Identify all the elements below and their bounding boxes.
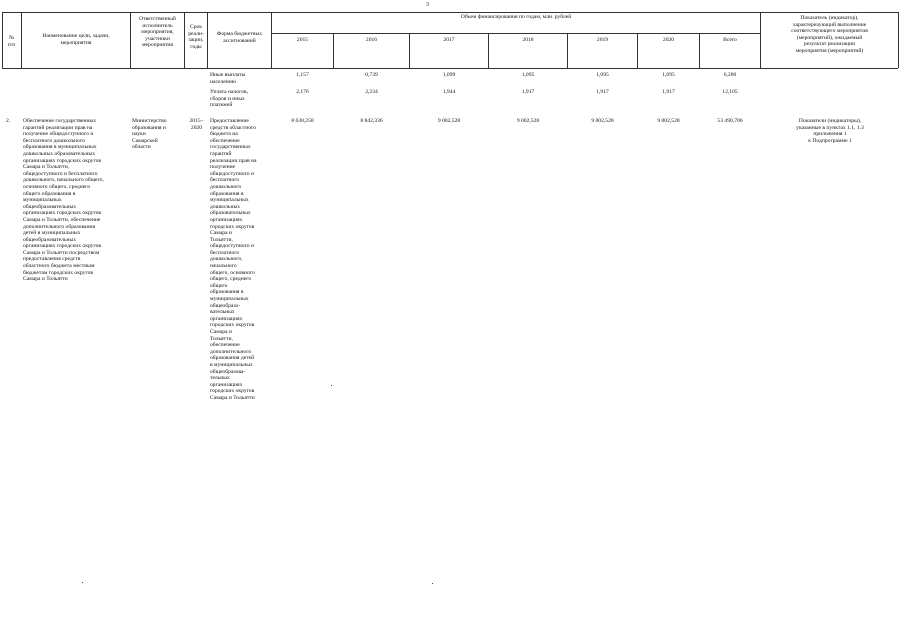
row2-num: 2.	[6, 118, 11, 124]
header-term: Срок реали- зации, годы	[188, 24, 204, 50]
row-prev-1-form: Иные выплаты населению	[210, 72, 246, 85]
row2-responsible: Министерство образования и науки Самарской области	[132, 118, 167, 151]
row-prev-1-2015: 1,157	[296, 72, 309, 78]
row-prev-2-2020: 1,917	[662, 89, 675, 95]
row-prev-2-2019: 1,917	[596, 89, 609, 95]
row2-name: Обеспечение государственных гарантий реализации прав на получение общедоступного и бесплатного дошкольного образования в муниципальных дошкольных образовательных организациях городских округов Самара и Тольятти, общедоступного и бесплатного дошкольного, начального общего, основного общего, среднего общего образования в муниципальных общеобразовательных организациях городских округов Самара и Тольятти, обеспечение дополнительного образования детей в муниципальных общеобразовательных организациях городских округов Самара и Тольятти посредством предоставления средств областного бюджета местным бюджетам городских округов Самара и Тольятти	[23, 118, 104, 283]
header-bottom-line	[2, 68, 898, 69]
row2-term: 2015– 2020	[189, 118, 204, 131]
row-prev-1-2016: 0,739	[365, 72, 378, 78]
row-prev-1-2020: 1,095	[662, 72, 675, 78]
row2-2020: 9 002,528	[657, 118, 680, 124]
header-year-2020: 2020	[662, 37, 675, 43]
header-year-2017: 2017	[443, 37, 455, 43]
header-name: Наименование цели, задачи, мероприятия	[42, 33, 110, 46]
row-prev-2-2015: 2,176	[296, 89, 309, 95]
header-num: № п/п	[7, 35, 16, 48]
scan-speck	[432, 583, 433, 584]
row-prev-2-2018: 1,917	[521, 89, 535, 95]
row-prev-2-form: Уплата налогов, сборов и иных платежей	[210, 89, 249, 109]
row2-2016: 8 842,336	[360, 118, 383, 124]
header-years-line	[271, 33, 760, 34]
header-responsible: Ответственный исполнитель мероприятия, участники мероприятия	[139, 16, 176, 49]
row2-2015: 8 638,258	[291, 118, 314, 124]
col-sep-14	[898, 12, 899, 68]
header-indicator: Показатель (индикатор), характеризующий выполнение соответствующего мероприятия (мероприятий), ожидаемый результат реализации мероприятия (мероприятий)	[791, 15, 868, 54]
header-year-2019: 2019	[596, 37, 609, 43]
row-prev-1-2019: 1,095	[596, 72, 609, 78]
row-prev-2-total: 12,105	[722, 89, 738, 95]
header-year-2016: 2016	[365, 37, 378, 43]
row2-indicator: Показатели (индикаторы), указанные в пунктах 1.1, 1.3 приложения 1 к Подпрограмме 1	[796, 118, 864, 144]
header-year-total: Всего	[723, 37, 737, 43]
scan-speck	[82, 582, 83, 583]
row-prev-2-2016: 2,234	[365, 89, 378, 95]
header-form: Форма бюджетных ассигнований	[216, 31, 263, 44]
row-prev-1-2018: 1,095	[521, 72, 535, 78]
header-year-2015: 2015	[296, 37, 309, 43]
header-year-2018: 2018	[522, 37, 534, 43]
row2-2019: 9 002,528	[591, 118, 614, 124]
row-prev-1-2017: 1,099	[442, 72, 456, 78]
row2-form: Предоставление средств областного бюджета на обеспечение государственных гарантий реализации прав на получение общедоступного и бесплатного дошкольного образования в муниципальных дошкольных образовательных организациях городских округов Самара и Тольятти, общедоступного и бесплатного дошкольного, начального общего, основного общего, среднего общего образования в муниципальных общеобразо- вательных организациях городских округов Самара и Тольятти, обеспечение дополнительного образования детей в муниципальных общеобразова- тельных организациях городских округов Самара и Тольятти	[210, 118, 257, 401]
header-top-line	[2, 12, 898, 13]
row2-2017: 9 002,528	[437, 118, 461, 124]
scan-speck	[331, 385, 332, 386]
row2-total: 53 490,706	[717, 118, 743, 124]
header-volume: Объем финансирования по годам, млн. рублей	[460, 14, 572, 20]
page-number: 3	[426, 2, 429, 8]
row2-2018: 9 002,528	[516, 118, 540, 124]
row-prev-2-2017: 1,944	[442, 89, 456, 95]
row-prev-1-total: 6,280	[723, 72, 737, 78]
